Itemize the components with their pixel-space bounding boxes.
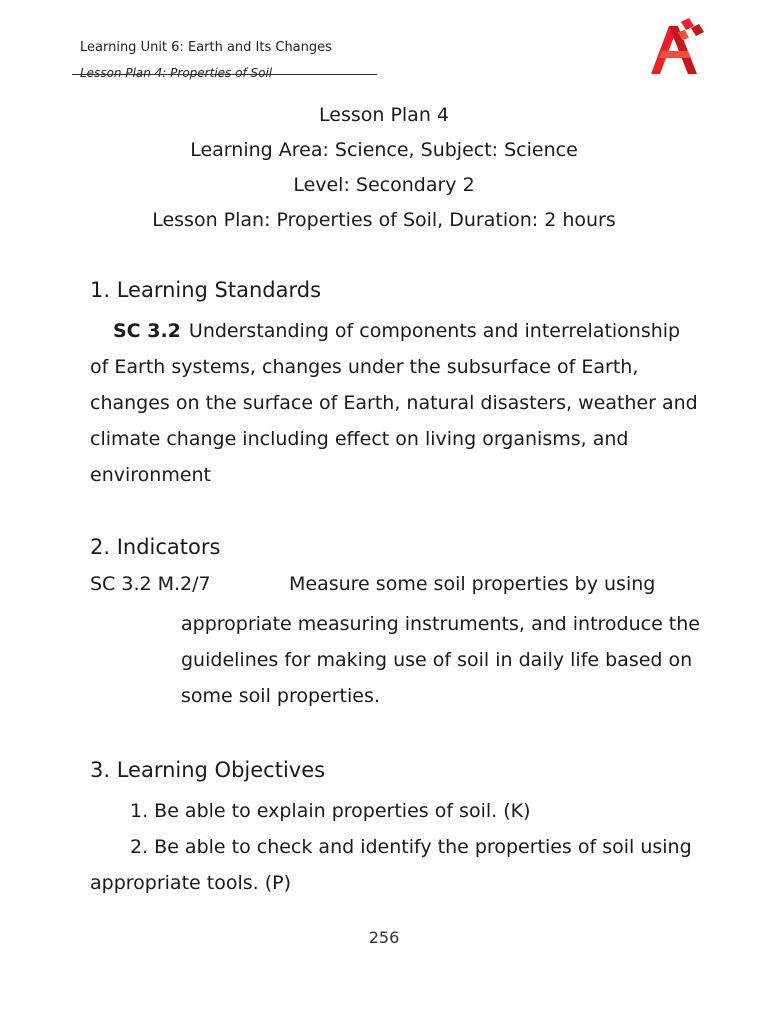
title-learning-area: Learning Area: Science, Subject: Science xyxy=(190,139,578,161)
indicator-line: Measure some soil properties by using xyxy=(289,573,656,595)
section-heading-learning-standards: 1. Learning Standards xyxy=(90,278,322,302)
header-lesson: Lesson Plan 4: Properties of Soil xyxy=(80,66,273,80)
objective-item-continuation: appropriate tools. (P) xyxy=(90,872,291,894)
title-duration: Lesson Plan: Properties of Soil, Duration: 2 hours xyxy=(152,209,616,231)
objective-item: 2. Be able to check and identify the properties of soil using xyxy=(130,836,692,858)
standard-line: changes on the surface of Earth, natural disasters, weather and xyxy=(90,392,698,414)
red-a-logo-icon xyxy=(647,18,707,76)
indicator-line: appropriate measuring instruments, and introduce the xyxy=(181,613,700,635)
section-heading-indicators: 2. Indicators xyxy=(90,535,221,559)
indicator-text xyxy=(181,606,700,714)
indicator-line: guidelines for making use of soil in daily life based on xyxy=(181,649,693,671)
indicator-code: SC 3.2 M.2/7 xyxy=(90,573,211,595)
objectives-list xyxy=(90,793,692,901)
title-level: Level: Secondary 2 xyxy=(293,174,475,196)
standard-line: of Earth systems, changes under the subsurface of Earth, xyxy=(90,356,639,378)
learning-standard-text xyxy=(90,313,698,493)
objective-item: 1. Be able to explain properties of soil. (K) xyxy=(130,800,531,822)
page-number: 256 xyxy=(368,928,400,947)
header-unit: Learning Unit 6: Earth and Its Changes xyxy=(80,40,332,55)
title-lesson-plan: Lesson Plan 4 xyxy=(319,104,449,126)
standard-line: environment xyxy=(90,464,212,486)
standard-line: SC 3.2 Understanding of components and interrelationship xyxy=(113,320,681,342)
title-block xyxy=(0,98,768,238)
indicator-line: some soil properties. xyxy=(181,685,380,707)
standard-code: SC 3.2 xyxy=(113,320,181,342)
section-heading-learning-objectives: 3. Learning Objectives xyxy=(90,758,326,782)
standard-line: climate change including effect on living organisms, and xyxy=(90,428,629,450)
